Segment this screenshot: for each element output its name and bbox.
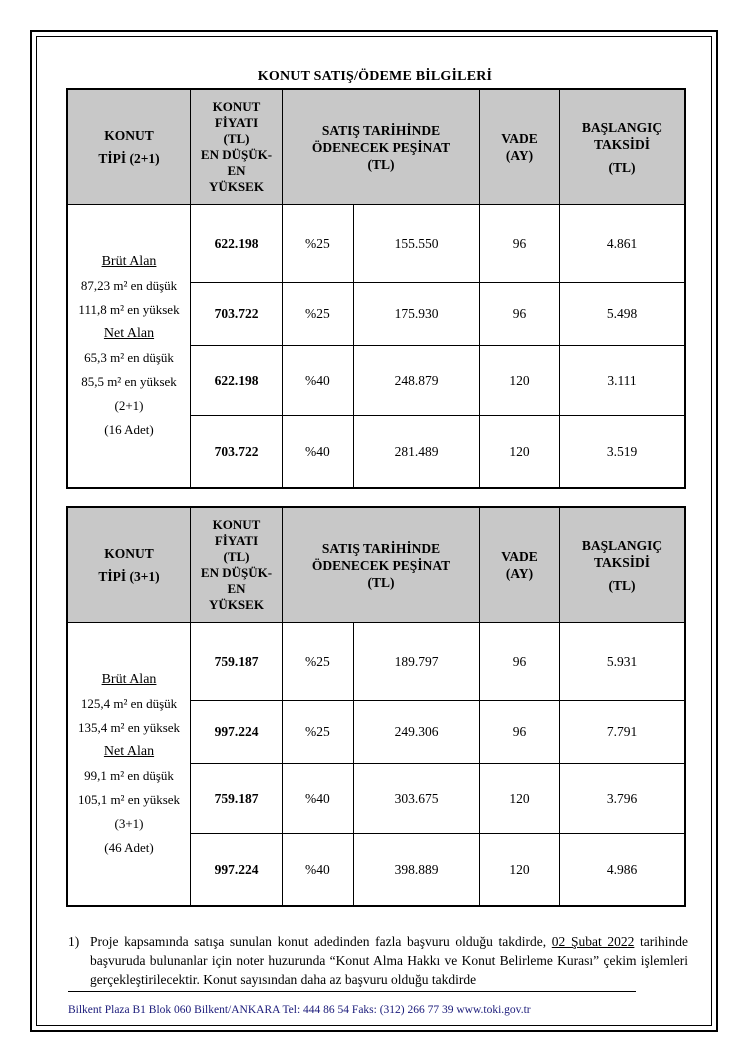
starting-installment: 3.519 (560, 416, 685, 488)
term-months: 120 (480, 416, 560, 488)
net-area-label: Net Alan (103, 744, 155, 759)
net-area-max: 85,5 m² en yüksek (81, 374, 177, 389)
term-months: 96 (480, 701, 560, 764)
header-price-line: EN (227, 163, 246, 178)
header-type-line2: TİPİ (2+1) (98, 151, 160, 166)
down-payment-amount: 189.797 (354, 623, 480, 701)
down-payment-percent: %25 (283, 623, 354, 701)
starting-installment: 4.861 (560, 205, 685, 283)
price-cell: 703.722 (191, 416, 283, 488)
footnote-date: 02 Şubat 2022 (551, 934, 635, 949)
header-down-payment-line: SATIŞ TARİHİNDE (321, 540, 441, 556)
header-price-line: (TL) (223, 549, 250, 564)
table-header-row (68, 508, 685, 623)
term-months: 96 (480, 283, 560, 346)
price-cell: 703.722 (191, 283, 283, 346)
starting-installment: 3.796 (560, 764, 685, 834)
header-term-line: VADE (501, 549, 538, 564)
term-months: 120 (480, 764, 560, 834)
down-payment-percent: %25 (283, 205, 354, 283)
price-cell: 759.187 (191, 764, 283, 834)
sales-table-3plus1 (67, 507, 685, 906)
header-price-line: (TL) (223, 131, 250, 146)
header-installment (560, 90, 685, 205)
down-payment-percent: %40 (283, 834, 354, 906)
down-payment-amount: 398.889 (354, 834, 480, 906)
down-payment-amount: 248.879 (354, 346, 480, 416)
header-installment (560, 508, 685, 623)
price-cell: 997.224 (191, 701, 283, 764)
unit-count: (16 Adet) (104, 422, 154, 437)
unit-count: (46 Adet) (104, 840, 154, 855)
down-payment-amount: 303.675 (354, 764, 480, 834)
unit-area-info (68, 623, 191, 906)
price-cell: 622.198 (191, 346, 283, 416)
header-price-line: EN (227, 581, 246, 596)
header-installment-line: (TL) (608, 159, 636, 175)
header-term (480, 508, 560, 623)
header-down-payment (283, 508, 480, 623)
header-price-line: KONUT (212, 517, 261, 532)
header-price-line: YÜKSEK (209, 179, 264, 194)
table-row (68, 623, 685, 701)
header-price-line: FİYATI (214, 115, 259, 130)
footer-divider (68, 991, 636, 992)
down-payment-percent: %40 (283, 346, 354, 416)
header-price-line: EN DÜŞÜK- (200, 565, 273, 580)
header-price-line: EN DÜŞÜK- (200, 147, 273, 162)
header-term-line: (AY) (505, 148, 534, 163)
down-payment-percent: %40 (283, 416, 354, 488)
header-term-line: VADE (501, 131, 538, 146)
table-row (68, 205, 685, 283)
header-type-line1: KONUT (104, 546, 154, 561)
gross-area-label: Brüt Alan (101, 254, 157, 269)
term-months: 120 (480, 346, 560, 416)
footer-contact: Bilkent Plaza B1 Blok 060 Bilkent/ANKARA Tel: 444 86 54 Faks: (312) 266 77 39 www.toki.gov.tr (68, 1004, 531, 1016)
footnote-text-part1: Proje kapsamında satışa sunulan konut adedinden fazla başvuru olduğu takdirde, (90, 934, 552, 949)
header-price-line: KONUT (212, 99, 261, 114)
header-type (68, 508, 191, 623)
header-down-payment-line: (TL) (367, 574, 395, 590)
down-payment-amount: 281.489 (354, 416, 480, 488)
header-term-line: (AY) (505, 566, 534, 581)
gross-area-max: 135,4 m² en yüksek (77, 720, 181, 735)
header-type (68, 90, 191, 205)
price-cell: 759.187 (191, 623, 283, 701)
net-area-label: Net Alan (103, 326, 155, 341)
starting-installment: 5.931 (560, 623, 685, 701)
header-down-payment-line: ÖDENECEK PEŞİNAT (311, 557, 451, 573)
footnote-text (90, 932, 688, 989)
footnote-number: 1) (68, 934, 80, 949)
header-down-payment-line: (TL) (367, 156, 395, 172)
net-area-max: 105,1 m² en yüksek (77, 792, 181, 807)
down-payment-amount: 249.306 (354, 701, 480, 764)
header-installment-line: (TL) (608, 577, 636, 593)
gross-area-max: 111,8 m² en yüksek (78, 302, 180, 317)
header-installment-line: TAKSİDİ (593, 136, 651, 152)
unit-type: (3+1) (114, 816, 144, 831)
price-cell: 622.198 (191, 205, 283, 283)
term-months: 96 (480, 205, 560, 283)
price-cell: 997.224 (191, 834, 283, 906)
header-type-line1: KONUT (104, 128, 154, 143)
down-payment-amount: 175.930 (354, 283, 480, 346)
header-price (191, 508, 283, 623)
header-price-line: YÜKSEK (209, 597, 264, 612)
down-payment-percent: %40 (283, 764, 354, 834)
down-payment-percent: %25 (283, 701, 354, 764)
down-payment-percent: %25 (283, 283, 354, 346)
starting-installment: 5.498 (560, 283, 685, 346)
header-installment-line: BAŞLANGIÇ (581, 537, 663, 553)
starting-installment: 4.986 (560, 834, 685, 906)
header-down-payment-line: ÖDENECEK PEŞİNAT (311, 139, 451, 155)
starting-installment: 3.111 (560, 346, 685, 416)
header-type-line2: TİPİ (3+1) (98, 569, 160, 584)
gross-area-label: Brüt Alan (101, 672, 157, 687)
header-term (480, 90, 560, 205)
net-area-min: 65,3 m² en düşük (84, 350, 174, 365)
header-price-line: FİYATI (214, 533, 259, 548)
table-header-row (68, 90, 685, 205)
down-payment-amount: 155.550 (354, 205, 480, 283)
term-months: 120 (480, 834, 560, 906)
header-down-payment-line: SATIŞ TARİHİNDE (321, 122, 441, 138)
unit-area-info (68, 205, 191, 488)
header-down-payment (283, 90, 480, 205)
gross-area-min: 87,23 m² en düşük (80, 278, 178, 293)
gross-area-min: 125,4 m² en düşük (80, 696, 178, 711)
unit-type: (2+1) (114, 398, 144, 413)
net-area-min: 99,1 m² en düşük (84, 768, 174, 783)
header-installment-line: TAKSİDİ (593, 554, 651, 570)
sales-table-2plus1 (67, 89, 685, 488)
header-installment-line: BAŞLANGIÇ (581, 119, 663, 135)
term-months: 96 (480, 623, 560, 701)
footnote (68, 932, 688, 989)
starting-installment: 7.791 (560, 701, 685, 764)
document-title: KONUT SATIŞ/ÖDEME BİLGİLERİ (257, 69, 493, 84)
header-price (191, 90, 283, 205)
footnote-text-part2: tarihinde başvuruda bulunanlar için noter huzurunda “Konut Alma Hakkı ve Konut Belirleme Kurası” çekim işlemleri gerçekleştirilecektir. Konut sayısından daha az başvuru olduğu takdirde (90, 934, 688, 987)
